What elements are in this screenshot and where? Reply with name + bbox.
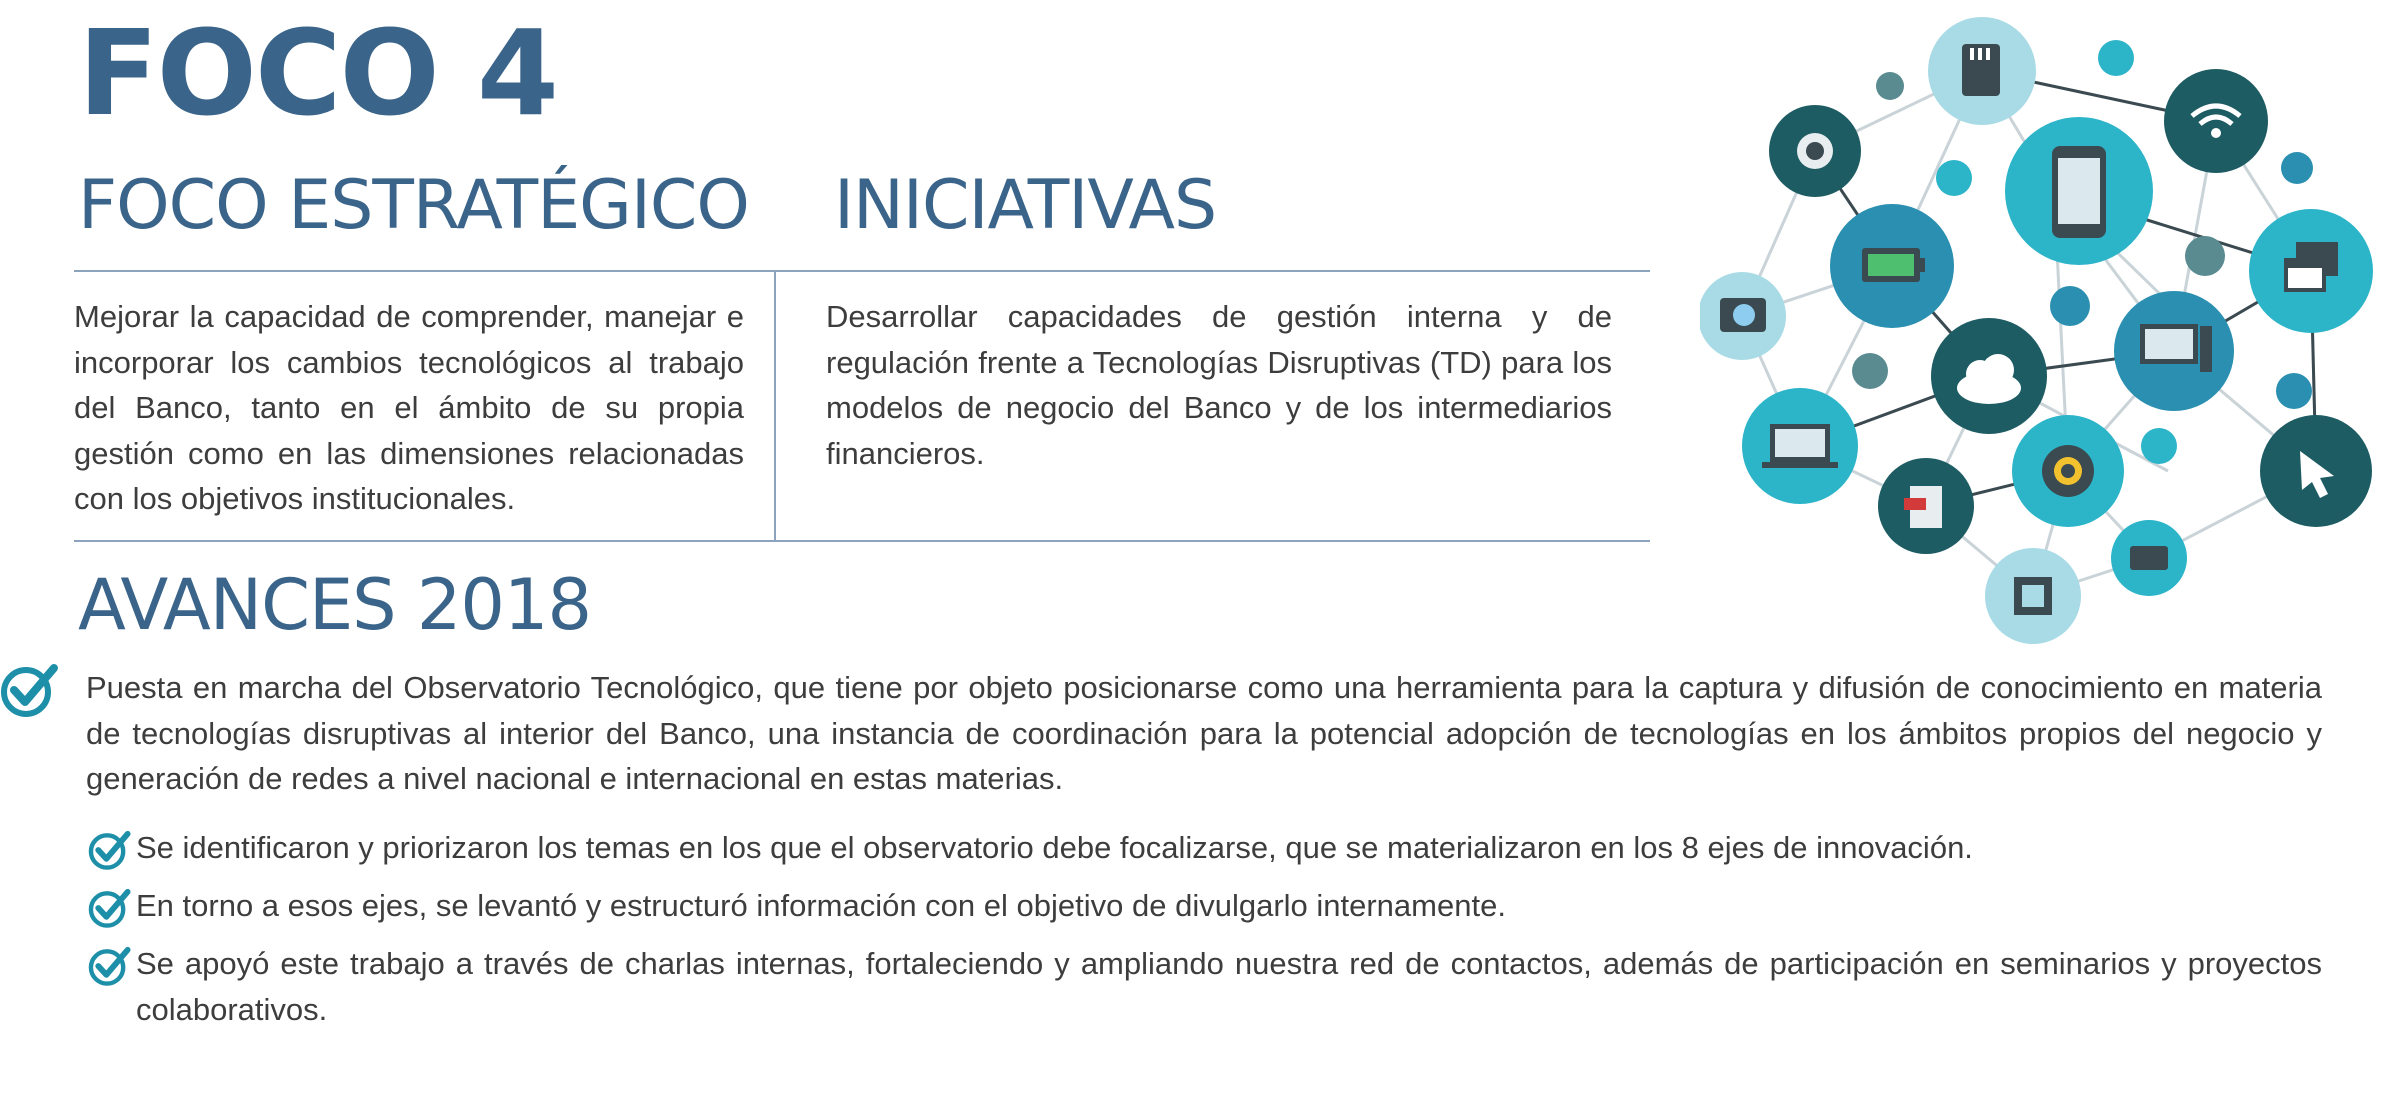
heading-foco-estrategico: FOCO ESTRATÉGICO — [78, 166, 749, 245]
camera-lens-icon — [1769, 105, 1861, 197]
chip-icon — [1985, 548, 2081, 644]
camera-icon — [1700, 272, 1786, 360]
document-icon — [1878, 458, 1974, 554]
page-title: FOCO 4 — [78, 4, 558, 142]
foco-description: Mejorar la capacidad de comprender, manejar e incorporar los cambios tecnológicos al trabajo del Banco, tanto en el ámbito de su propia gestión como en las dimensiones relacionadas con los objetivos institucionales. — [74, 299, 744, 516]
heading-avances: AVANCES 2018 — [78, 564, 591, 646]
avance-main-item: Puesta en marcha del Observatorio Tecnológico, que tiene por objeto posicionarse como una herramienta para la captura y difusión de conocimiento en materia de tecnologías disruptivas al interior del Banco, una instancia de coordinación para la potencial adopción de tecnologías en los ámbitos propios del negocio y generación de redes a nivel nacional e internacional en estas materias. — [86, 670, 2322, 796]
sd-card-icon — [1928, 17, 2036, 125]
checkmark-icon — [88, 828, 132, 872]
battery-icon — [1830, 204, 1954, 328]
divider-top — [74, 270, 1650, 272]
gear-icon — [2012, 415, 2124, 527]
checkmark-icon — [88, 944, 132, 988]
laptop-icon — [1742, 388, 1858, 504]
divider-bottom — [74, 540, 1650, 542]
iniciativas-description: Desarrollar capacidades de gestión interna y de regulación frente a Tecnologías Disruptivas (TD) para los modelos de negocio del Banco y de los intermediarios financieros. — [826, 299, 1612, 471]
avance-sub-item: Se identificaron y priorizaron los temas en los que el observatorio debe focalizarse, que se materializaron en los 8 ejes de innovación. — [136, 830, 1973, 865]
cursor-icon — [2260, 415, 2372, 527]
cloud-icon — [1931, 318, 2047, 434]
heading-iniciativas: INICIATIVAS — [834, 166, 1217, 245]
avance-sub-item: En torno a esos ejes, se levantó y estructuró información con el objetivo de divulgarlo internamente. — [136, 888, 1506, 923]
avance-sub-item: Se apoyó este trabajo a través de charlas internas, fortaleciendo y ampliando nuestra red de contactos, además de participación en seminarios y proyectos colaborativos. — [136, 946, 2322, 1027]
checkmark-icon — [88, 886, 132, 930]
windows-icon — [2249, 209, 2373, 333]
column-divider — [774, 272, 776, 540]
checkmark-icon — [0, 660, 60, 720]
wifi-icon — [2164, 69, 2268, 173]
smartphone-icon — [2005, 117, 2153, 265]
technology-network-illustration — [1700, 6, 2390, 656]
desktop-icon — [2114, 291, 2234, 411]
keyboard-icon — [2111, 520, 2187, 596]
